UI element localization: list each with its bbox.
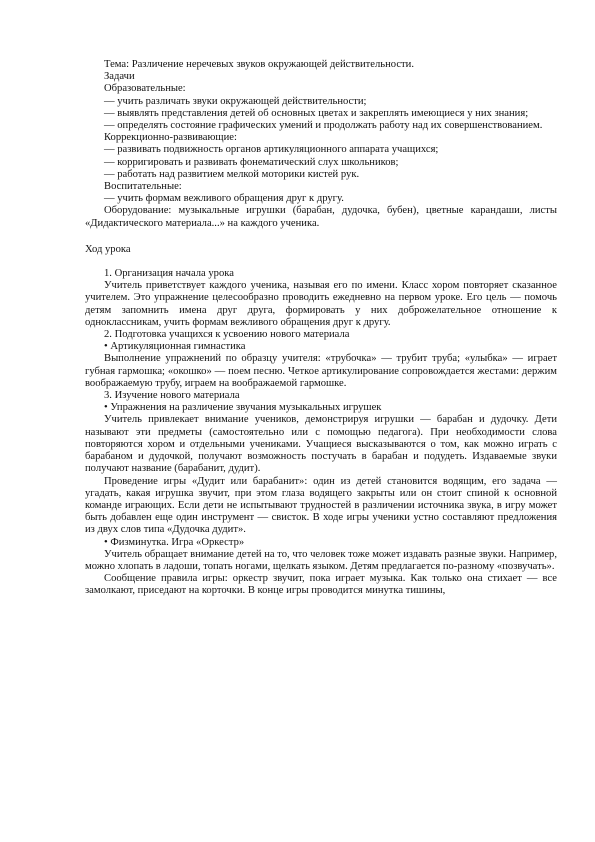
task-item: — определять состояние графических умений и продолжать работу над их совершенствованием. <box>104 120 543 132</box>
body-paragraph: Выполнение упражнений по образцу учителя: «трубочка» — трубит труба; «улыбка» — играет губная гармошка; «окошко» — поем песню. Четкое артикулирование сопровождается жестами: держим воображаемую трубу, играем на воображаемой гармошке. <box>85 353 557 389</box>
tasks-heading: Задачи <box>104 71 135 83</box>
subsection-heading: • Физминутка. Игра «Оркестр» <box>104 536 245 548</box>
spacer <box>85 230 557 244</box>
task-item: — учить формам вежливого обращения друг к другу. <box>104 193 344 205</box>
body-paragraph: Проведение игры «Дудит или барабанит»: один из детей становится водящим, его задача — угадать, какая игрушка звучит, при этом глаза водящего закрыты или он стоит спиной к основной команде играющих. Если дети не испытывают трудностей в различении источника звука, в игру может быть добавлен еще один инструмент — свисток. В ходе игры ученики устно составляют предложения из двух слов типа «Дудочка дудит». <box>85 475 557 536</box>
body-paragraph: Учитель обращает внимание детей на то, что человек тоже может издавать разные звуки. Например, можно хлопать в ладоши, топать ногами, щелкать языком. Детям предлагается по-разному «позвучать». <box>85 548 558 572</box>
body-paragraph: Учитель приветствует каждого ученика, называя его по имени. Класс хором повторяет сказанное учителем. Это упражнение целесообразно проводить ежедневно на первом уроке. Его цель — помочь детям запомнить имена друг друга, формировать у них доброжелательное отношение к одноклассникам, учить формам вежливого обращения друг к другу. <box>85 280 557 328</box>
task-item: — развивать подвижность органов артикуляционного аппарата учащихся; <box>104 144 439 156</box>
task-item: — корригировать и развивать фонематический слух школьников; <box>104 156 399 168</box>
section-heading: 2. Подготовка учащихся к усвоению нового материала <box>104 329 350 341</box>
topic-line: Тема: Различение неречевых звуков окружающей действительности. <box>104 59 414 70</box>
subsection-heading: • Упражнения на различение звучания музыкальных игрушек <box>104 402 382 414</box>
correctional-heading: Коррекционно-развивающие: <box>104 132 237 144</box>
lesson-plan-heading: Ход урока <box>85 243 131 255</box>
task-item: — учить различать звуки окружающей действительности; <box>104 95 367 107</box>
body-paragraph: Сообщение правила игры: оркестр звучит, пока играет музыка. Как только она стихает — все замолкают, приседают на корточки. В конце игры проводится минутка тишины, <box>85 573 557 597</box>
document-page <box>85 59 557 598</box>
section-heading: 1. Организация начала урока <box>104 268 234 280</box>
upbringing-heading: Воспитательные: <box>104 181 182 193</box>
equipment-paragraph: Оборудование: музыкальные игрушки (барабан, дудочка, бубен), цветные карандаши, листы «Дидактического материала...» на каждого ученика. <box>85 205 557 229</box>
subsection-heading: • Артикуляционная гимнастика <box>104 341 246 353</box>
body-paragraph: Учитель привлекает внимание учеников, демонстрируя игрушки — барабан и дудочку. Дети называют эти предметы (самостоятельно или с помощью педагога). При необходимости слова повторяются хором и отдельными учениками. Учащиеся высказываются о том, как можно играть с барабаном и дудочкой, получают возможность постучать в барабан и подудеть. Издаваемые звуки получают название (барабанит, дудит). <box>85 414 557 475</box>
section-heading: 3. Изучение нового материала <box>104 390 240 402</box>
task-item: — работать над развитием мелкой моторики кистей рук. <box>104 168 360 180</box>
educational-heading: Образовательные: <box>104 83 186 95</box>
task-item: — выявлять представления детей об основных цветах и закреплять имеющиеся у них знания; <box>104 107 529 119</box>
spacer <box>85 256 557 268</box>
